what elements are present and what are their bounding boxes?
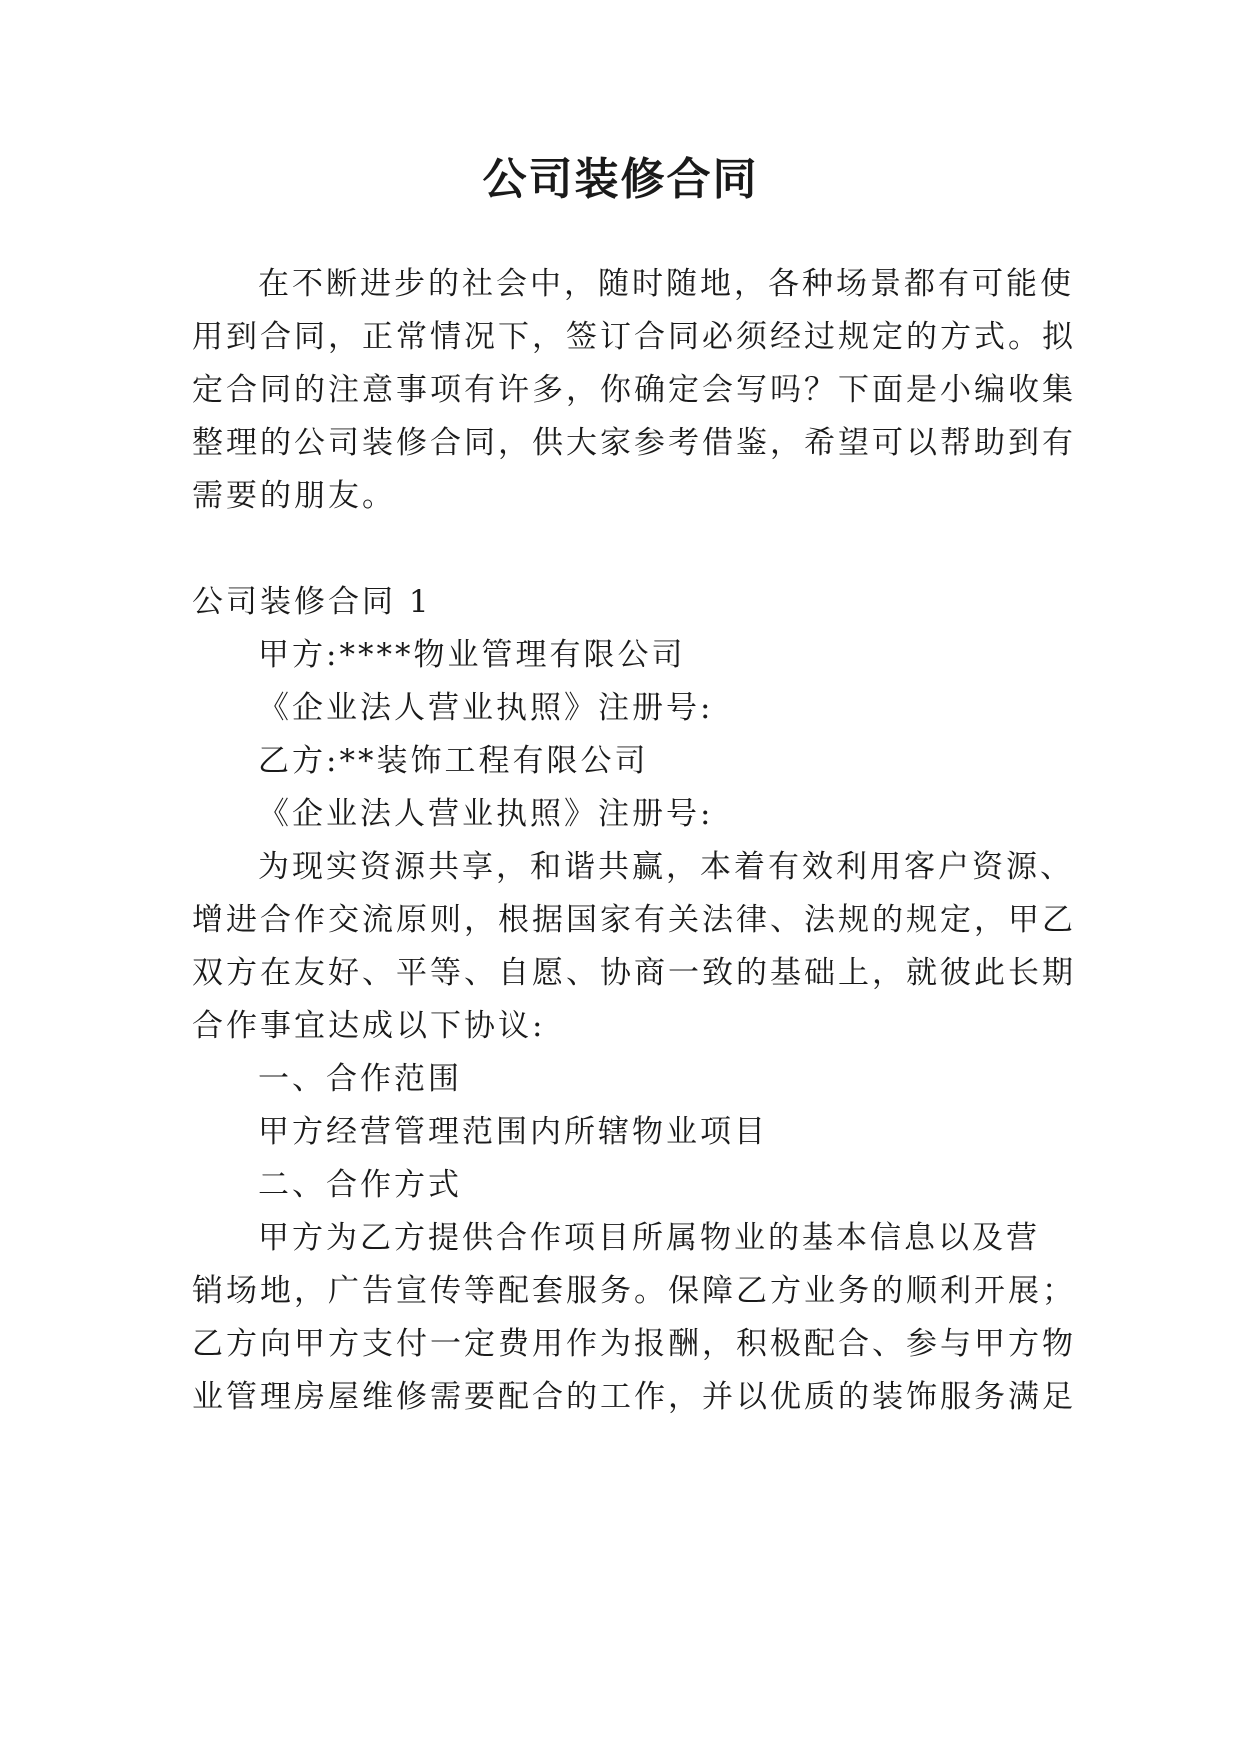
preamble-line: 双方在友好、平等、自愿、协商一致的基础上，就彼此长期 — [192, 955, 1076, 991]
section-heading: 公司装修合同 1 — [192, 584, 432, 620]
clause-2-line: 乙方向甲方支付一定费用作为报酬，积极配合、参与甲方物 — [192, 1326, 1076, 1362]
preamble-line: 增进合作交流原则，根据国家有关法律、法规的规定，甲乙 — [192, 902, 1076, 938]
document-title: 公司装修合同 — [482, 154, 759, 205]
preamble-line: 为现实资源共享，和谐共赢，本着有效利用客户资源、 — [258, 849, 1074, 885]
preamble-line: 合作事宜达成以下协议: — [192, 1008, 546, 1044]
intro-line: 定合同的注意事项有许多，你确定会写吗？下面是小编收集 — [192, 372, 1076, 408]
intro-line: 整理的公司装修合同，供大家参考借鉴，希望可以帮助到有 — [192, 425, 1076, 461]
license-b: 《企业法人营业执照》注册号: — [258, 796, 714, 832]
intro-line: 用到合同，正常情况下，签订合同必须经过规定的方式。拟 — [192, 319, 1076, 355]
intro-line: 需要的朋友。 — [192, 478, 396, 514]
clause-2-line: 业管理房屋维修需要配合的工作，并以优质的装饰服务满足 — [192, 1379, 1076, 1415]
clause-1-text: 甲方经营管理范围内所辖物业项目 — [258, 1114, 768, 1150]
party-b: 乙方:**装饰工程有限公司 — [258, 743, 649, 779]
party-a: 甲方:****物业管理有限公司 — [258, 637, 686, 673]
clause-2-line: 销场地，广告宣传等配套服务。保障乙方业务的顺利开展； — [192, 1273, 1076, 1309]
intro-line: 在不断进步的社会中，随时随地，各种场景都有可能使 — [258, 266, 1074, 302]
clause-1-heading: 一、合作范围 — [258, 1061, 462, 1097]
clause-2-heading: 二、合作方式 — [258, 1167, 462, 1203]
license-a: 《企业法人营业执照》注册号: — [258, 690, 714, 726]
clause-2-line: 甲方为乙方提供合作项目所属物业的基本信息以及营 — [258, 1220, 1040, 1256]
